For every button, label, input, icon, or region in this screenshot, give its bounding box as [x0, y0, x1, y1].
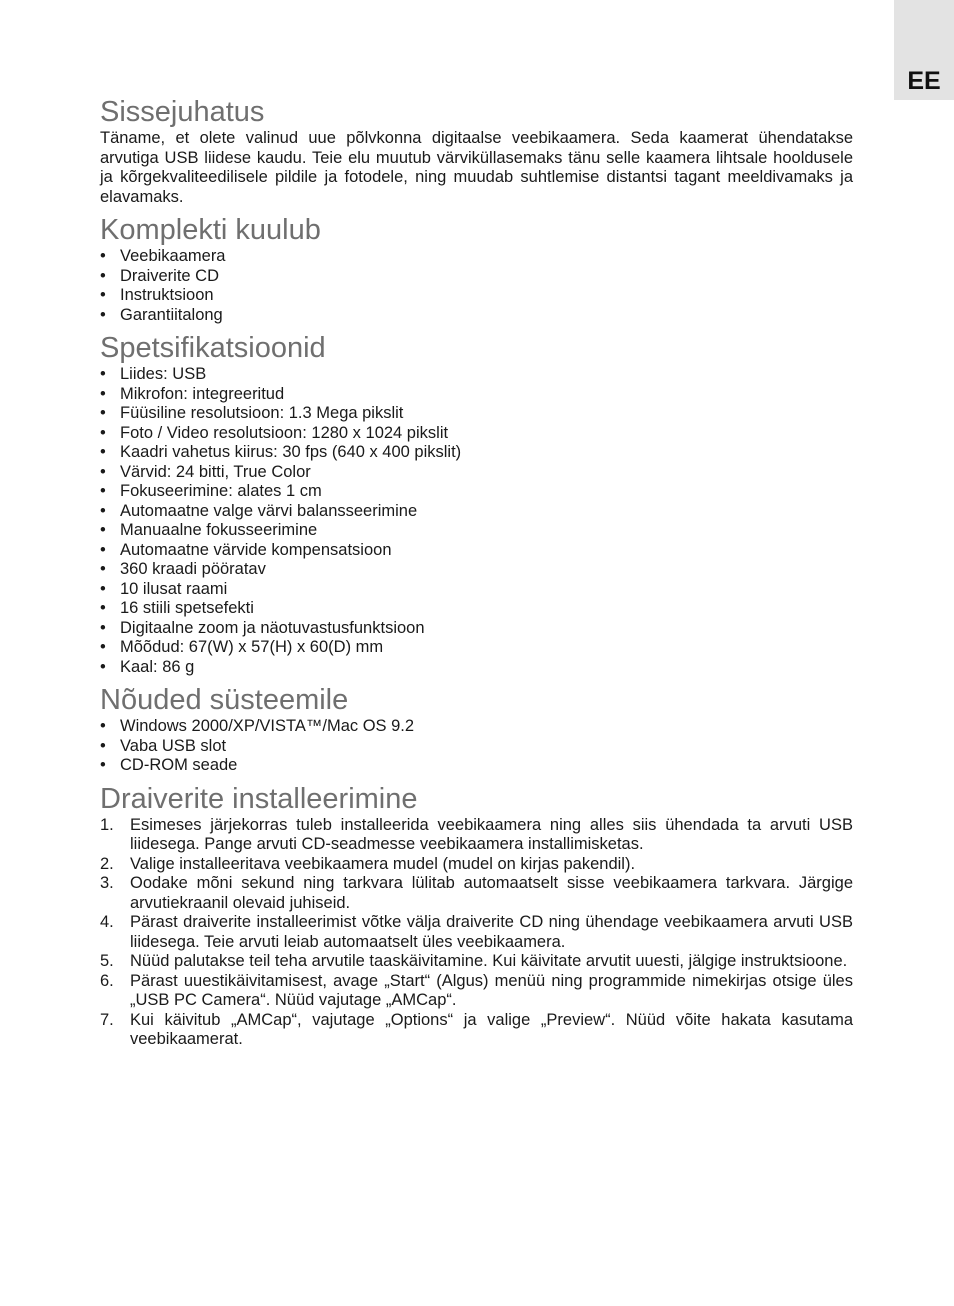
- step-text: Pärast uuestikäivitamisest, avage „Start“ (Algus) menüü ning programmide nimekirjas otsige üles „USB PC Camera“. Nüüd vajutage „AMCap“.: [130, 971, 853, 1009]
- install-step: [100, 972, 853, 1011]
- spec-item: • Mõõdud: 67(W) x 57(H) x 60(D) mm: [100, 638, 853, 658]
- step-number: 1.: [100, 815, 114, 834]
- step-number: 4.: [100, 913, 114, 931]
- install-step: [100, 855, 853, 875]
- spec-item: • 16 stiili spetsefekti: [100, 599, 853, 619]
- install-step: [100, 913, 853, 952]
- requirement-item: • Windows 2000/XP/VISTA™/Mac OS 9.2: [100, 717, 853, 737]
- step-text: Esimeses järjekorras tuleb installeerida veebikaamera ning alles siis ühendada ta arvuti USB liidesega. Pange arvuti CD-seadmesse veebikaamera installimisketas.: [130, 815, 853, 853]
- install-steps: [100, 816, 853, 1050]
- step-number: 3.: [100, 874, 114, 892]
- step-number: 2.: [100, 854, 114, 873]
- spec-item: • 360 kraadi pööratav: [100, 560, 853, 580]
- document-body: [100, 95, 853, 1050]
- install-step: [100, 874, 853, 913]
- step-text: Nüüd palutakse teil teha arvutile taaskäivitamine. Kui käivitate arvutit uuesti, jälgige instruktsioone.: [130, 952, 848, 970]
- spec-item: • Liides: USB: [100, 365, 853, 385]
- spec-item: • Füüsiline resolutsioon: 1.3 Mega pikslit: [100, 404, 853, 424]
- spec-item: • Foto / Video resolutsioon: 1280 x 1024 pikslit: [100, 424, 853, 444]
- package-item: • Draiverite CD: [100, 267, 853, 287]
- step-number: 6.: [100, 971, 114, 990]
- package-item: • Garantiitalong: [100, 306, 853, 326]
- package-list: [100, 247, 853, 325]
- specs-section: [100, 331, 853, 677]
- intro-paragraph: Täname, et olete valinud uue põlvkonna digitaalse veebikaamera. Seda kaamerat ühendatakse arvutiga USB liidese kaudu. Teie elu muutub värviküllasemaks tänu selle kaamera lihtsale hooldusele ja kõrgekvaliteedilisele pildile ja fotodele, ning muudab suhtlemise distantsi tagant meeldivamaks ja elavamaks.: [100, 129, 853, 206]
- step-text: Kui käivitub „AMCap“, vajutage „Options“ ja valige „Preview“. Nüüd võite hakata kasutama veebikaamerat.: [130, 1010, 853, 1048]
- spec-item: • Automaatne valge värvi balansseerimine: [100, 502, 853, 522]
- requirements-section: [100, 683, 853, 776]
- install-section: [100, 782, 853, 1050]
- spec-item: • Kaal: 86 g: [100, 658, 853, 678]
- spec-item: • Digitaalne zoom ja näotuvastusfunktsioon: [100, 619, 853, 639]
- step-text: Pärast draiverite installeerimist võtke välja draiverite CD ning ühendage veebikaamera arvuti USB liidesega. Teie arvuti leiab automaatselt üles veebikaamera.: [130, 913, 853, 951]
- spec-item: • Manuaalne fokusseerimine: [100, 521, 853, 541]
- language-tab: [894, 0, 954, 100]
- step-number: 7.: [100, 1010, 114, 1029]
- spec-item: • Kaadri vahetus kiirus: 30 fps (640 x 400 pikslit): [100, 443, 853, 463]
- intro-section: [100, 95, 853, 207]
- step-number: 5.: [100, 952, 114, 970]
- package-section: [100, 213, 853, 325]
- step-text: Oodake mõni sekund ning tarkvara lülitab automaatselt sisse veebikaamera tarkvara. Järgige arvutiekraanil olevaid juhiseid.: [130, 874, 853, 912]
- package-item: • Veebikaamera: [100, 247, 853, 267]
- specs-heading: Spetsifikatsioonid: [100, 332, 326, 364]
- requirements-list: [100, 717, 853, 776]
- intro-heading: Sissejuhatus: [100, 96, 265, 128]
- spec-item: • Fokuseerimine: alates 1 cm: [100, 482, 853, 502]
- spec-item: • Värvid: 24 bitti, True Color: [100, 463, 853, 483]
- spec-item: • Mikrofon: integreeritud: [100, 385, 853, 405]
- requirement-item: • Vaba USB slot: [100, 737, 853, 757]
- spec-item: • 10 ilusat raami: [100, 580, 853, 600]
- specs-list: [100, 365, 853, 677]
- requirements-heading: Nõuded süsteemile: [100, 684, 349, 716]
- requirement-item: • CD-ROM seade: [100, 756, 853, 776]
- package-item: • Instruktsioon: [100, 286, 853, 306]
- install-step: [100, 952, 853, 972]
- spec-item: • Automaatne värvide kompensatsioon: [100, 541, 853, 561]
- install-step: [100, 1011, 853, 1050]
- language-tab-label: EE: [907, 67, 941, 95]
- package-heading: Komplekti kuulub: [100, 214, 321, 246]
- step-text: Valige installeeritava veebikaamera mudel (mudel on kirjas pakendil).: [130, 854, 636, 873]
- install-step: [100, 816, 853, 855]
- install-heading: Draiverite installeerimine: [100, 782, 418, 815]
